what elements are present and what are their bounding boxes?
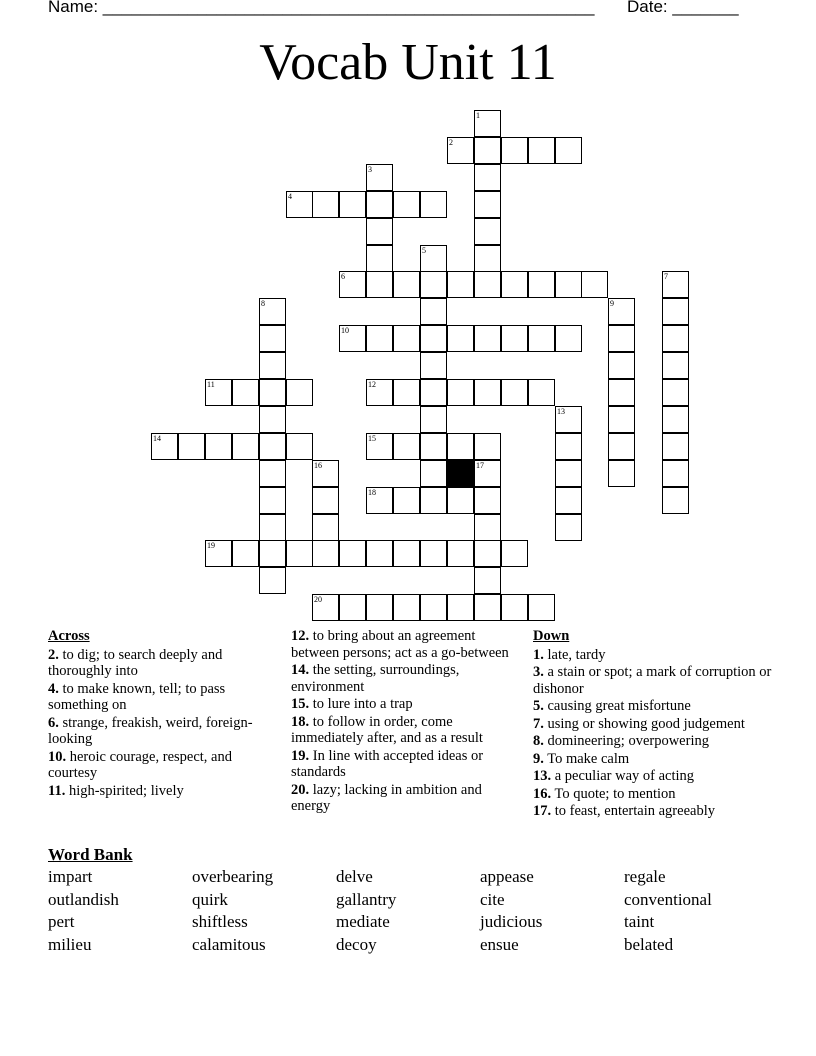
crossword-cell[interactable] <box>259 406 286 433</box>
crossword-cell[interactable] <box>232 540 259 567</box>
crossword-cell[interactable] <box>420 352 447 379</box>
word-bank-word: calamitous <box>192 934 266 954</box>
clue-down-8: 8. domineering; overpowering <box>533 733 709 749</box>
clue-number: 9 <box>610 299 614 308</box>
crossword-cell[interactable] <box>259 567 286 594</box>
clue-across-19: 19. In line with accepted ideas or standards <box>291 747 484 780</box>
crossword-cell[interactable] <box>474 540 501 567</box>
crossword-cell[interactable] <box>447 137 474 164</box>
crossword-cell[interactable] <box>259 433 286 460</box>
clue-across-18: 18. to follow in order, come immediately after, and as a result <box>291 713 483 746</box>
crossword-cell[interactable] <box>205 433 232 460</box>
across-clues-column-2 <box>291 628 516 816</box>
word-bank-word: quirk <box>192 889 228 909</box>
crossword-cell[interactable] <box>501 379 528 406</box>
crossword-cell[interactable] <box>339 594 366 621</box>
crossword-cell[interactable] <box>286 191 313 218</box>
crossword-cell[interactable] <box>608 433 635 460</box>
crossword-cell[interactable] <box>393 487 420 514</box>
crossword-cell[interactable] <box>420 379 447 406</box>
crossword-cell[interactable] <box>474 594 501 621</box>
crossword-cell[interactable] <box>259 325 286 352</box>
clue-number: 18 <box>368 488 376 497</box>
clue-across-15: 15. to lure into a trap <box>291 696 413 712</box>
crossword-cell[interactable] <box>259 379 286 406</box>
crossword-cell[interactable] <box>420 325 447 352</box>
word-bank-row <box>48 935 788 958</box>
crossword-cell[interactable] <box>366 218 393 245</box>
across-clues-column-1 <box>48 628 273 800</box>
crossword-cell[interactable] <box>232 433 259 460</box>
crossword-cell[interactable] <box>662 271 689 298</box>
crossword-cell[interactable] <box>393 191 420 218</box>
crossword-cell[interactable] <box>474 164 501 191</box>
word-bank-word: cite <box>480 889 505 909</box>
crossword-cell[interactable] <box>366 164 393 191</box>
word-bank <box>48 867 788 957</box>
clue-number: 16 <box>314 461 322 470</box>
name-field-label: Name: ____________________________________________________ <box>48 0 595 16</box>
crossword-cell[interactable] <box>474 567 501 594</box>
word-bank-word: taint <box>624 912 655 931</box>
word-bank-word: appease <box>480 867 534 886</box>
down-clues-column <box>533 628 773 821</box>
crossword-cell[interactable] <box>259 540 286 567</box>
word-bank-word: gallantry <box>336 889 397 909</box>
crossword-cell[interactable] <box>608 460 635 487</box>
crossword-cell[interactable] <box>393 271 420 298</box>
crossword-cell[interactable] <box>339 271 366 298</box>
crossword-cell[interactable] <box>474 433 501 460</box>
clue-number: 5 <box>422 246 426 255</box>
crossword-cell[interactable] <box>366 325 393 352</box>
crossword-cell[interactable] <box>474 379 501 406</box>
clue-number: 8 <box>261 299 265 308</box>
crossword-cell[interactable] <box>555 487 582 514</box>
crossword-cell[interactable] <box>393 594 420 621</box>
crossword-cell[interactable] <box>608 352 635 379</box>
clue-down-17: 17. to feast, entertain agreeably <box>533 803 715 819</box>
crossword-cell[interactable] <box>259 298 286 325</box>
crossword-cell[interactable] <box>420 540 447 567</box>
clue-across-20: 20. lazy; lacking in ambition and energy <box>291 781 482 814</box>
crossword-cell[interactable] <box>259 352 286 379</box>
crossword-cell[interactable] <box>474 325 501 352</box>
crossword-cell[interactable] <box>366 594 393 621</box>
word-bank-word: delve <box>336 867 373 886</box>
page-title: Vocab Unit 11 <box>259 34 557 91</box>
date-field-label: Date: _______ <box>627 0 739 16</box>
crossword-cell[interactable] <box>608 298 635 325</box>
crossword-cell[interactable] <box>501 594 528 621</box>
word-bank-word: mediate <box>336 912 390 931</box>
crossword-cell[interactable] <box>205 540 232 567</box>
crossword-cell[interactable] <box>205 379 232 406</box>
crossword-cell[interactable] <box>259 460 286 487</box>
crossword-cell[interactable] <box>447 540 474 567</box>
clue-number: 13 <box>557 407 565 416</box>
crossword-cell[interactable] <box>555 271 582 298</box>
crossword-cell[interactable] <box>474 514 501 541</box>
crossword-cell[interactable] <box>555 433 582 460</box>
clue-number: 3 <box>368 165 372 174</box>
clue-across-4: 4. to make known, tell; to pass something on <box>48 680 226 713</box>
clue-across-2: 2. to dig; to search deeply and thoroughly into <box>48 646 223 679</box>
clue-across-14: 14. the setting, surroundings, environment <box>291 662 460 695</box>
crossword-cell[interactable] <box>662 352 689 379</box>
crossword-cell[interactable] <box>528 379 555 406</box>
crossword-cell[interactable] <box>555 406 582 433</box>
clue-across-6: 6. strange, freakish, weird, foreign-looking <box>48 714 253 747</box>
clue-number: 6 <box>341 272 345 281</box>
crossword-cell[interactable] <box>339 540 366 567</box>
crossword-cell[interactable] <box>366 245 393 272</box>
crossword-cell[interactable] <box>474 487 501 514</box>
crossword-cell[interactable] <box>420 460 447 487</box>
down-heading: Down <box>533 628 570 644</box>
across-heading: Across <box>48 628 90 644</box>
word-bank-row <box>48 890 788 913</box>
word-bank-word: conventional <box>624 889 712 909</box>
crossword-black-cell <box>447 460 474 487</box>
crossword-cell[interactable] <box>420 594 447 621</box>
crossword-cell[interactable] <box>474 110 501 137</box>
word-bank-word: pert <box>48 912 75 931</box>
crossword-cell[interactable] <box>662 433 689 460</box>
clue-number: 11 <box>207 380 215 389</box>
crossword-cell[interactable] <box>178 433 205 460</box>
crossword-cell[interactable] <box>662 298 689 325</box>
crossword-cell[interactable] <box>366 379 393 406</box>
clue-number: 20 <box>314 595 322 604</box>
crossword-cell[interactable] <box>581 271 608 298</box>
crossword-cell[interactable] <box>474 137 501 164</box>
crossword-cell[interactable] <box>259 514 286 541</box>
crossword-cell[interactable] <box>447 325 474 352</box>
clue-down-7: 7. using or showing good judgement <box>533 715 745 732</box>
crossword-cell[interactable] <box>366 191 393 218</box>
clue-number: 17 <box>476 461 484 470</box>
crossword-cell[interactable] <box>312 514 339 541</box>
crossword-cell[interactable] <box>555 325 582 352</box>
word-bank-word: outlandish <box>48 889 119 909</box>
word-bank-word: overbearing <box>192 867 274 886</box>
crossword-cell[interactable] <box>501 540 528 567</box>
crossword-cell[interactable] <box>420 487 447 514</box>
crossword-cell[interactable] <box>312 460 339 487</box>
crossword-cell[interactable] <box>662 487 689 514</box>
crossword-cell[interactable] <box>447 594 474 621</box>
crossword-cell[interactable] <box>555 460 582 487</box>
crossword-cell[interactable] <box>366 540 393 567</box>
word-bank-row <box>48 912 788 935</box>
word-bank-row <box>48 867 788 890</box>
crossword-cell[interactable] <box>528 325 555 352</box>
crossword-cell[interactable] <box>474 191 501 218</box>
crossword-cell[interactable] <box>366 271 393 298</box>
crossword-cell[interactable] <box>447 271 474 298</box>
clue-down-3: 3. a stain or spot; a mark of corruption or dishonor <box>533 664 772 697</box>
crossword-cell[interactable] <box>286 379 313 406</box>
crossword-cell[interactable] <box>608 379 635 406</box>
crossword-cell[interactable] <box>366 433 393 460</box>
crossword-cell[interactable] <box>474 218 501 245</box>
clue-number: 12 <box>368 380 376 389</box>
word-bank-word: judicious <box>480 912 543 931</box>
crossword-cell[interactable] <box>528 137 555 164</box>
crossword-cell[interactable] <box>366 487 393 514</box>
crossword-cell[interactable] <box>312 594 339 621</box>
crossword-cell[interactable] <box>420 271 447 298</box>
crossword-cell[interactable] <box>286 540 313 567</box>
crossword-cell[interactable] <box>393 325 420 352</box>
crossword-cell[interactable] <box>420 406 447 433</box>
word-bank-word: belated <box>624 934 674 954</box>
word-bank-heading: Word Bank <box>48 845 133 864</box>
clue-number: 19 <box>207 541 215 550</box>
crossword-cell[interactable] <box>447 433 474 460</box>
crossword-cell[interactable] <box>393 433 420 460</box>
crossword-cell[interactable] <box>662 406 689 433</box>
clue-across-10: 10. heroic courage, respect, and courtesy <box>48 748 232 781</box>
clue-number: 7 <box>664 272 668 281</box>
word-bank-word: regale <box>624 867 666 886</box>
crossword-cell[interactable] <box>528 271 555 298</box>
crossword-cell[interactable] <box>501 271 528 298</box>
crossword-cell[interactable] <box>339 325 366 352</box>
word-bank-word: decoy <box>336 934 377 954</box>
clue-down-13: 13. a peculiar way of acting <box>533 768 695 784</box>
clue-number: 15 <box>368 434 376 443</box>
crossword-cell[interactable] <box>420 245 447 272</box>
word-bank-word: shiftless <box>192 912 248 931</box>
crossword-cell[interactable] <box>259 487 286 514</box>
crossword-cell[interactable] <box>420 298 447 325</box>
clue-down-5: 5. causing great misfortune <box>533 698 691 714</box>
crossword-cell[interactable] <box>662 379 689 406</box>
clue-number: 1 <box>476 111 480 120</box>
clue-number: 10 <box>341 326 349 335</box>
clue-across-11: 11. high-spirited; lively <box>48 782 184 799</box>
crossword-cell[interactable] <box>286 433 313 460</box>
crossword-cell[interactable] <box>447 487 474 514</box>
crossword-cell[interactable] <box>608 406 635 433</box>
crossword-cell[interactable] <box>555 137 582 164</box>
word-bank-word: milieu <box>48 934 92 954</box>
word-bank-word: ensue <box>480 934 519 954</box>
crossword-cell[interactable] <box>501 137 528 164</box>
word-bank-word: impart <box>48 867 93 886</box>
clue-down-9: 9. To make calm <box>533 750 630 767</box>
crossword-cell[interactable] <box>420 191 447 218</box>
clue-down-16: 16. To quote; to mention <box>533 785 676 802</box>
crossword-cell[interactable] <box>232 379 259 406</box>
clue-down-1: 1. late, tardy <box>533 646 606 663</box>
crossword-cell[interactable] <box>151 433 178 460</box>
crossword-cell[interactable] <box>474 460 501 487</box>
crossword-cell[interactable] <box>312 487 339 514</box>
clue-across-12: 12. to bring about an agreement between persons; act as a go-between <box>291 628 509 661</box>
crossword-cell[interactable] <box>420 433 447 460</box>
crossword-cell[interactable] <box>393 379 420 406</box>
crossword-cell[interactable] <box>339 191 366 218</box>
crossword-cell[interactable] <box>393 540 420 567</box>
crossword-cell[interactable] <box>312 191 339 218</box>
crossword-cell[interactable] <box>555 514 582 541</box>
crossword-cell[interactable] <box>474 245 501 272</box>
crossword-cell[interactable] <box>501 325 528 352</box>
crossword-cell[interactable] <box>608 325 635 352</box>
clue-number: 4 <box>288 192 292 201</box>
crossword-cell[interactable] <box>528 594 555 621</box>
crossword-cell[interactable] <box>474 271 501 298</box>
crossword-cell[interactable] <box>662 460 689 487</box>
clue-number: 2 <box>449 138 453 147</box>
crossword-cell[interactable] <box>447 379 474 406</box>
crossword-cell[interactable] <box>312 540 339 567</box>
clue-number: 14 <box>153 434 161 443</box>
crossword-cell[interactable] <box>662 325 689 352</box>
